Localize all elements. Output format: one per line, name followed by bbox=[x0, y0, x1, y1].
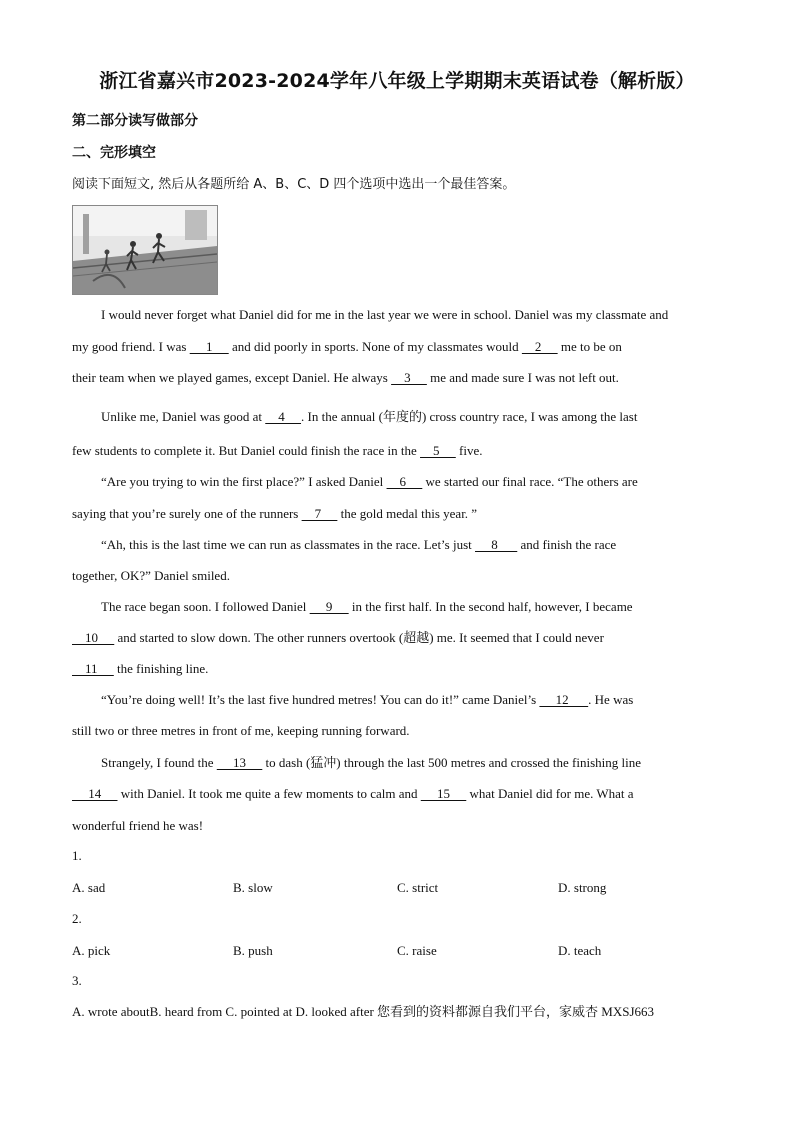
answer-blank: 5 bbox=[420, 443, 456, 458]
passage-line bbox=[72, 338, 722, 356]
answer-blank: 6 bbox=[386, 474, 423, 489]
passage-text: “You’re doing well! It’s the last five hundred metres! You can do it!” came Daniel’s bbox=[101, 692, 540, 707]
passage-text: together, OK?” Daniel smiled. bbox=[72, 568, 230, 583]
passage-text: me to be on bbox=[557, 339, 622, 354]
passage-line bbox=[72, 306, 751, 324]
answer-blank: 9 bbox=[309, 599, 349, 614]
answer-option[interactable]: D. strong bbox=[558, 880, 607, 895]
answer-option[interactable]: B. slow bbox=[233, 880, 273, 895]
passage-line bbox=[72, 754, 751, 772]
answer-blank: 4 bbox=[265, 409, 302, 424]
passage-text: my good friend. I was bbox=[72, 339, 190, 354]
passage-text: the finishing line. bbox=[113, 661, 209, 676]
question-3-options: A. wrote aboutB. heard from C. pointed at D. looked after 您看到的资料都源自我们平台，家威杏 MXSJ663 bbox=[72, 1004, 655, 1019]
passage-text: what Daniel did for me. What a bbox=[466, 786, 634, 801]
answer-option[interactable]: A. pick bbox=[72, 943, 111, 958]
answer-blank: 3 bbox=[391, 370, 427, 385]
page-title: 浙江省嘉兴市2023-2024学年八年级上学期期末英语试卷（解析版） bbox=[99, 70, 695, 92]
answer-option[interactable]: C. strict bbox=[397, 880, 439, 895]
answer-blank: 2 bbox=[521, 339, 558, 354]
passage-text: . In the annual (年度的) cross country race, I was among the last bbox=[301, 409, 638, 424]
answer-blank: 13 bbox=[216, 755, 263, 770]
passage-text: Strangely, I found the bbox=[101, 755, 217, 770]
passage-text: wonderful friend he was! bbox=[72, 818, 204, 833]
answer-option[interactable]: A. sad bbox=[72, 880, 106, 895]
passage-line bbox=[72, 785, 722, 803]
passage-text: five. bbox=[455, 443, 483, 458]
passage-text: their team when we played games, except Daniel. He always bbox=[72, 370, 392, 385]
passage-text: and did poorly in sports. None of my classmates would bbox=[228, 339, 522, 354]
option-row bbox=[72, 879, 722, 897]
passage-line bbox=[72, 505, 722, 523]
answer-blank: 8 bbox=[475, 537, 518, 552]
passage-text: and started to slow down. The other runners overtook (超越) me. It seemed that I could never bbox=[114, 630, 604, 645]
passage-line bbox=[72, 598, 751, 616]
answer-blank: 15 bbox=[420, 786, 467, 801]
passage-text: saying that you’re surely one of the runners bbox=[72, 506, 302, 521]
question-number: 3. bbox=[72, 973, 82, 988]
part-heading: 第二部分读写做部分 bbox=[72, 113, 198, 129]
answer-option[interactable]: B. push bbox=[233, 943, 273, 958]
answer-blank: 10 bbox=[72, 630, 115, 645]
passage-line bbox=[72, 629, 722, 647]
passage-line bbox=[72, 691, 751, 709]
answer-option[interactable]: D. teach bbox=[558, 943, 602, 958]
passage-text: Unlike me, Daniel was good at bbox=[101, 409, 266, 424]
passage-line bbox=[72, 536, 751, 554]
answer-option[interactable]: C. raise bbox=[397, 943, 437, 958]
passage-text: the gold medal this year. ” bbox=[337, 506, 478, 521]
instruction-text: 阅读下面短文, 然后从各题所给 A、B、C、D 四个选项中选出一个最佳答案。 bbox=[72, 177, 516, 192]
race-photo bbox=[72, 205, 218, 295]
passage-line bbox=[72, 473, 751, 491]
answer-blank: 7 bbox=[301, 506, 338, 521]
section-heading: 二、完形填空 bbox=[72, 145, 156, 161]
passage-line bbox=[72, 442, 722, 460]
passage-line bbox=[72, 567, 722, 585]
option-row bbox=[72, 942, 722, 960]
answer-blank: 14 bbox=[72, 786, 118, 801]
passage-text: in the first half. In the second half, however, I became bbox=[348, 599, 633, 614]
passage-text: me and made sure I was not left out. bbox=[426, 370, 619, 385]
question-number: 2. bbox=[72, 911, 82, 926]
passage-text: to dash (猛冲) through the last 500 metres and crossed the finishing line bbox=[262, 755, 642, 770]
passage-text: I would never forget what Daniel did for me in the last year we were in school. Daniel was my classmate and bbox=[101, 307, 669, 322]
passage-text: “Are you trying to win the first place?” I asked Daniel bbox=[101, 474, 387, 489]
passage-text: few students to complete it. But Daniel could finish the race in the bbox=[72, 443, 421, 458]
answer-blank: 1 bbox=[189, 339, 229, 354]
passage-text: still two or three metres in front of me, keeping running forward. bbox=[72, 723, 410, 738]
answer-blank: 12 bbox=[539, 692, 589, 707]
passage-text: “Ah, this is the last time we can run as classmates in the race. Let’s just bbox=[101, 537, 476, 552]
passage-line bbox=[72, 408, 751, 426]
runners-image-icon bbox=[73, 206, 217, 294]
passage-line bbox=[72, 722, 722, 740]
passage-text: with Daniel. It took me quite a few moments to calm and bbox=[117, 786, 421, 801]
passage-line bbox=[72, 817, 722, 835]
passage-text: we started our final race. “The others are bbox=[422, 474, 638, 489]
answer-blank: 11 bbox=[72, 661, 114, 676]
passage-line bbox=[72, 369, 722, 387]
passage-text: and finish the race bbox=[517, 537, 617, 552]
question-number: 1. bbox=[72, 848, 82, 863]
passage-line bbox=[72, 660, 722, 678]
passage-text: The race began soon. I followed Daniel bbox=[101, 599, 310, 614]
passage-text: . He was bbox=[588, 692, 634, 707]
